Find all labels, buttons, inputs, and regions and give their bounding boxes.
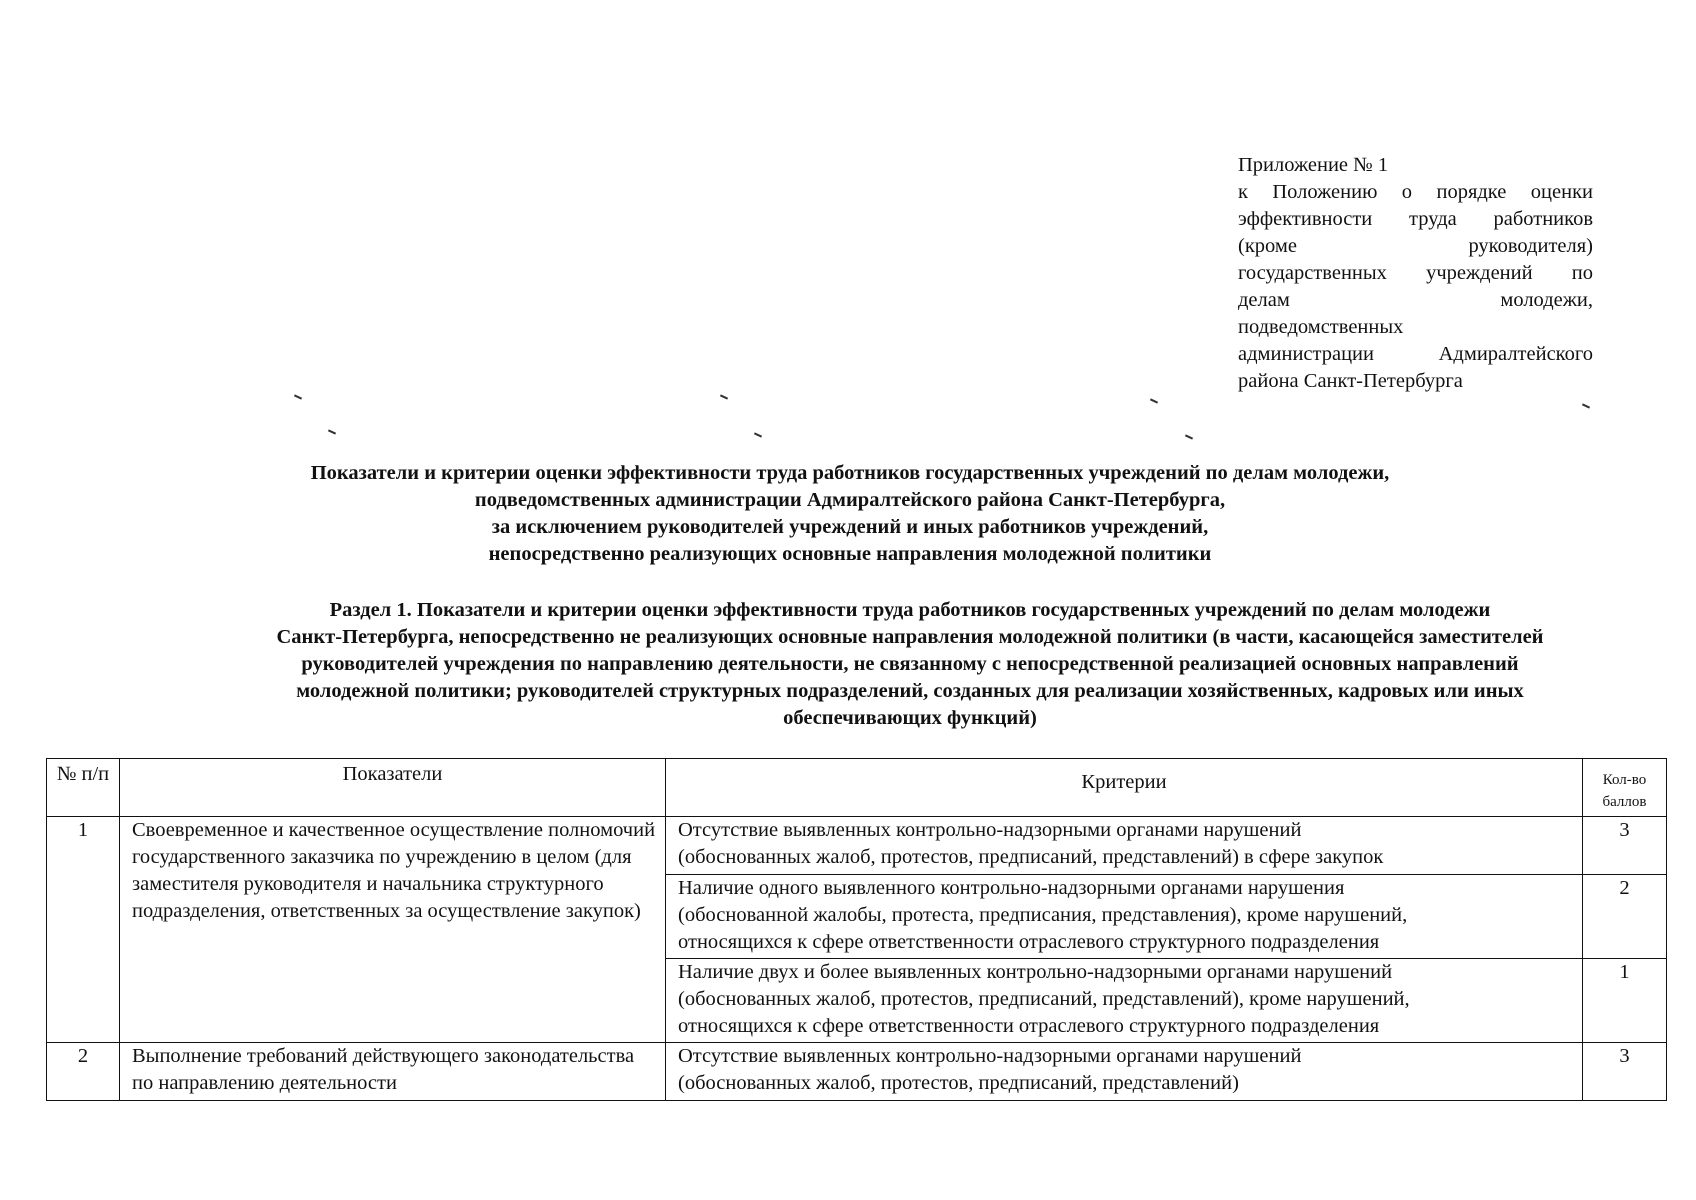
criterion-line: Отсутствие выявленных контрольно-надзорными органами нарушений: [678, 819, 1302, 841]
criterion-line: относящихся к сфере ответственности отраслевого структурного подразделения: [678, 1015, 1380, 1037]
criterion-line: (обоснованной жалобы, протеста, предписания, представления), кроме нарушений,: [678, 904, 1408, 926]
appendix-note: [1238, 152, 1593, 395]
criterion-cell: [666, 817, 1583, 875]
header-points: Кол-во баллов: [1583, 759, 1667, 817]
table-row: [47, 817, 1667, 875]
criterion-cell: [666, 959, 1583, 1043]
appendix-line: эффективности труда работников: [1238, 208, 1593, 230]
appendix-line: подведомственных: [1238, 316, 1404, 338]
document-title: [120, 460, 1580, 568]
points-cell: 1: [1583, 959, 1667, 1043]
indicator-cell: Своевременное и качественное осуществление полномочий государственного заказчика по учреждению в целом (для заместителя руководителя и начальника структурного подразделения, ответственных за осуществление закупок): [120, 817, 666, 1043]
appendix-line: Приложение № 1: [1238, 154, 1389, 176]
header-indicators: Показатели: [120, 759, 666, 817]
scan-speck: [328, 429, 336, 434]
criterion-line: (обоснованных жалоб, протестов, предписаний, представлений) в сфере закупок: [678, 846, 1384, 868]
row-number: 1: [47, 817, 120, 1043]
row-number: 2: [47, 1043, 120, 1101]
appendix-line: (кроме руководителя): [1238, 235, 1593, 257]
scan-speck: [1185, 434, 1193, 439]
points-cell: 2: [1583, 875, 1667, 959]
scan-speck: [754, 432, 762, 437]
section-line: Санкт-Петербурга, непосредственно не реализующих основные направления молодежной политики (в части, касающейся заместителей: [276, 626, 1544, 648]
criterion-line: относящихся к сфере ответственности отраслевого структурного подразделения: [678, 931, 1380, 953]
criterion-line: (обоснованных жалоб, протестов, предписаний, представлений): [678, 1072, 1239, 1094]
criterion-line: Наличие двух и более выявленных контрольно-надзорными органами нарушений: [678, 961, 1393, 983]
points-cell: 3: [1583, 1043, 1667, 1101]
title-line: за исключением руководителей учреждений и иных работников учреждений,: [491, 516, 1209, 538]
header-criteria: Критерии: [666, 759, 1583, 817]
points-cell: 3: [1583, 817, 1667, 875]
title-line: Показатели и критерии оценки эффективности труда работников государственных учреждений по делам молодежи,: [310, 462, 1390, 484]
section-line: молодежной политики; руководителей структурных подразделений, созданных для реализации хозяйственных, кадровых или иных: [296, 680, 1524, 702]
section-line: обеспечивающих функций): [783, 707, 1037, 729]
appendix-line: района Санкт-Петербурга: [1238, 370, 1463, 392]
scan-speck: [294, 394, 302, 399]
appendix-line: администрации Адмиралтейского: [1238, 343, 1593, 365]
title-line: подведомственных администрации Адмиралтейского района Санкт-Петербурга,: [474, 489, 1226, 511]
indicator-cell: Выполнение требований действующего законодательства по направлению деятельности: [120, 1043, 666, 1101]
header-number: № п/п: [47, 759, 120, 817]
criterion-line: Отсутствие выявленных контрольно-надзорными органами нарушений: [678, 1045, 1302, 1067]
scan-speck: [720, 394, 728, 399]
appendix-line: делам молодежи,: [1238, 289, 1593, 311]
appendix-line: государственных учреждений по: [1238, 262, 1593, 284]
criterion-cell: [666, 1043, 1583, 1101]
scan-speck: [1582, 403, 1590, 408]
scan-speck: [1150, 398, 1158, 403]
criterion-cell: [666, 875, 1583, 959]
appendix-line: к Положению о порядке оценки: [1238, 181, 1593, 203]
criterion-line: Наличие одного выявленного контрольно-надзорными органами нарушения: [678, 877, 1345, 899]
table-header-row: [47, 759, 1667, 817]
title-line: непосредственно реализующих основные направления молодежной политики: [488, 543, 1212, 565]
section-line: Раздел 1. Показатели и критерии оценки эффективности труда работников государственных учреждений по делам молодежи: [329, 599, 1491, 621]
table-row: [47, 1043, 1667, 1101]
criteria-table: [46, 758, 1667, 1101]
section-heading: [150, 597, 1670, 732]
section-line: руководителей учреждения по направлению деятельности, не связанному с непосредственной реализацией основных направлений: [301, 653, 1519, 675]
criterion-line: (обоснованных жалоб, протестов, предписаний, представлений), кроме нарушений,: [678, 988, 1410, 1010]
